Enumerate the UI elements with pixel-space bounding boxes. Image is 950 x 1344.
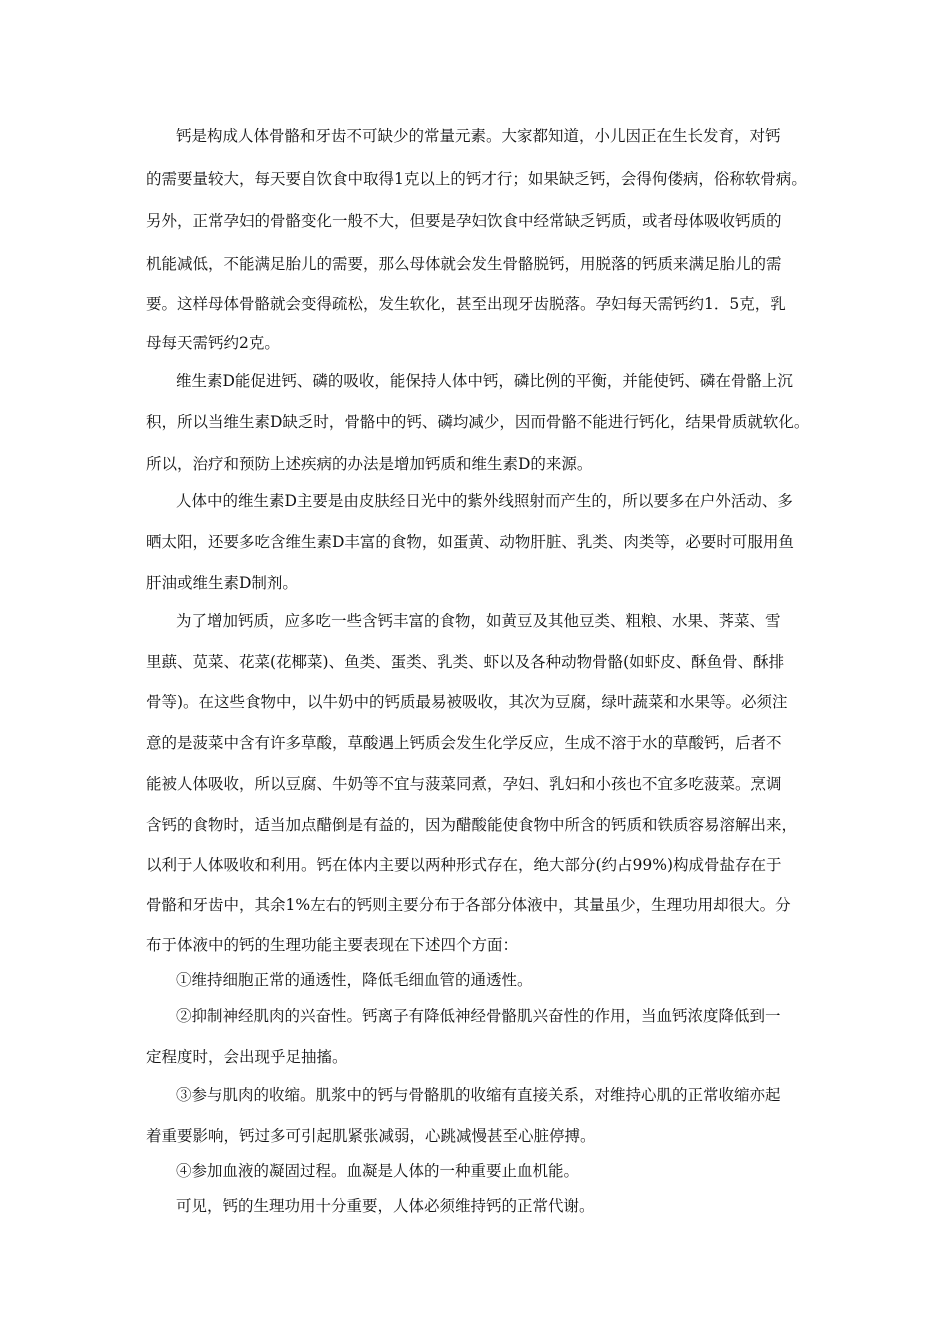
text-line: 含钙的食物时，适当加点醋倒是有益的，因为醋酸能使食物中所含的钙质和铁质容易溶解出来， [146,816,798,834]
text-line: 布于体液中的钙的生理功能主要表现在下述四个方面： [146,936,519,954]
text-line: 的需要量较大，每天要自饮食中取得1克以上的钙才行；如果缺乏钙，会得佝偻病，俗称软骨病。 [146,170,807,188]
text-line: 人体中的维生素D主要是由皮肤经日光中的紫外线照射而产生的，所以要多在户外活动、多 [176,492,793,510]
text-line: 骨骼和牙齿中，其余1%左右的钙则主要分布于各部分体液中，其量虽少，生理功用却很大。分 [146,896,791,914]
text-line: 要。这样母体骨骼就会变得疏松，发生软化，甚至出现牙齿脱落。孕妇每天需钙约1．5克，乳 [146,295,786,313]
text-line: 以利于人体吸收和利用。钙在体内主要以两种形式存在，绝大部分(约占99%)构成骨盐存在于 [146,856,782,874]
text-line: ①维持细胞正常的通透性，降低毛细血管的通透性。 [176,971,533,989]
text-line: 为了增加钙质，应多吃一些含钙丰富的食物，如黄豆及其他豆类、粗粮、水果、荠菜、雪 [176,612,781,630]
text-line: 定程度时，会出现乎足抽搐。 [146,1048,348,1066]
text-line: 骨等)。在这些食物中，以牛奶中的钙质最易被吸收，其次为豆腐，绿叶蔬菜和水果等。必须注 [146,693,788,711]
text-line: 里蕻、苋菜、花菜(花椰菜)、鱼类、蛋类、乳类、虾以及各种动物骨骼(如虾皮、酥鱼骨、酥排 [146,653,785,671]
text-line: 机能减低，不能满足胎儿的需要，那么母体就会发生骨骼脱钙，用脱落的钙质来满足胎儿的需 [146,255,782,273]
text-line: ④参加血液的凝固过程。血凝是人体的一种重要止血机能。 [176,1162,580,1180]
text-line: 维生素D能促进钙、磷的吸收，能保持人体中钙，磷比例的平衡，并能使钙、磷在骨骼上沉 [176,372,793,390]
text-line: 另外，正常孕妇的骨骼变化一般不大，但要是孕妇饮食中经常缺乏钙质，或者母体吸收钙质的 [146,212,782,230]
text-line: ②抑制神经肌肉的兴奋性。钙离子有降低神经骨骼肌兴奋性的作用，当血钙浓度降低到一 [176,1007,781,1025]
text-line: 所以，治疗和预防上述疾病的办法是增加钙质和维生素D的来源。 [146,455,593,473]
text-line: ③参与肌肉的收缩。肌浆中的钙与骨骼肌的收缩有直接关系，对维持心肌的正常收缩亦起 [176,1086,781,1104]
text-line: 肝油或维生素D制剂。 [146,574,298,592]
text-line: 能被人体吸收，所以豆腐、牛奶等不宜与菠菜同煮，孕妇、乳妇和小孩也不宜多吃菠菜。烹调 [146,775,782,793]
text-line: 可见，钙的生理功用十分重要，人体必须维持钙的正常代谢。 [176,1197,595,1215]
text-line: 母每天需钙约2克。 [146,334,280,352]
text-line: 晒太阳，还要多吃含维生素D丰富的食物，如蛋黄、动物肝脏、乳类、肉类等，必要时可服用鱼 [146,533,794,551]
text-line: 意的是菠菜中含有许多草酸，草酸遇上钙质会发生化学反应，生成不溶于水的草酸钙，后者不 [146,734,782,752]
text-line: 着重要影响，钙过多可引起肌紧张减弱，心跳减慢甚至心脏停搏。 [146,1127,596,1145]
text-line: 钙是构成人体骨骼和牙齿不可缺少的常量元素。大家都知道，小儿因正在生长发育，对钙 [176,127,781,145]
text-line: 积，所以当维生素D缺乏时，骨骼中的钙、磷均减少，因而骨骼不能进行钙化，结果骨质就软化。 [146,413,810,431]
